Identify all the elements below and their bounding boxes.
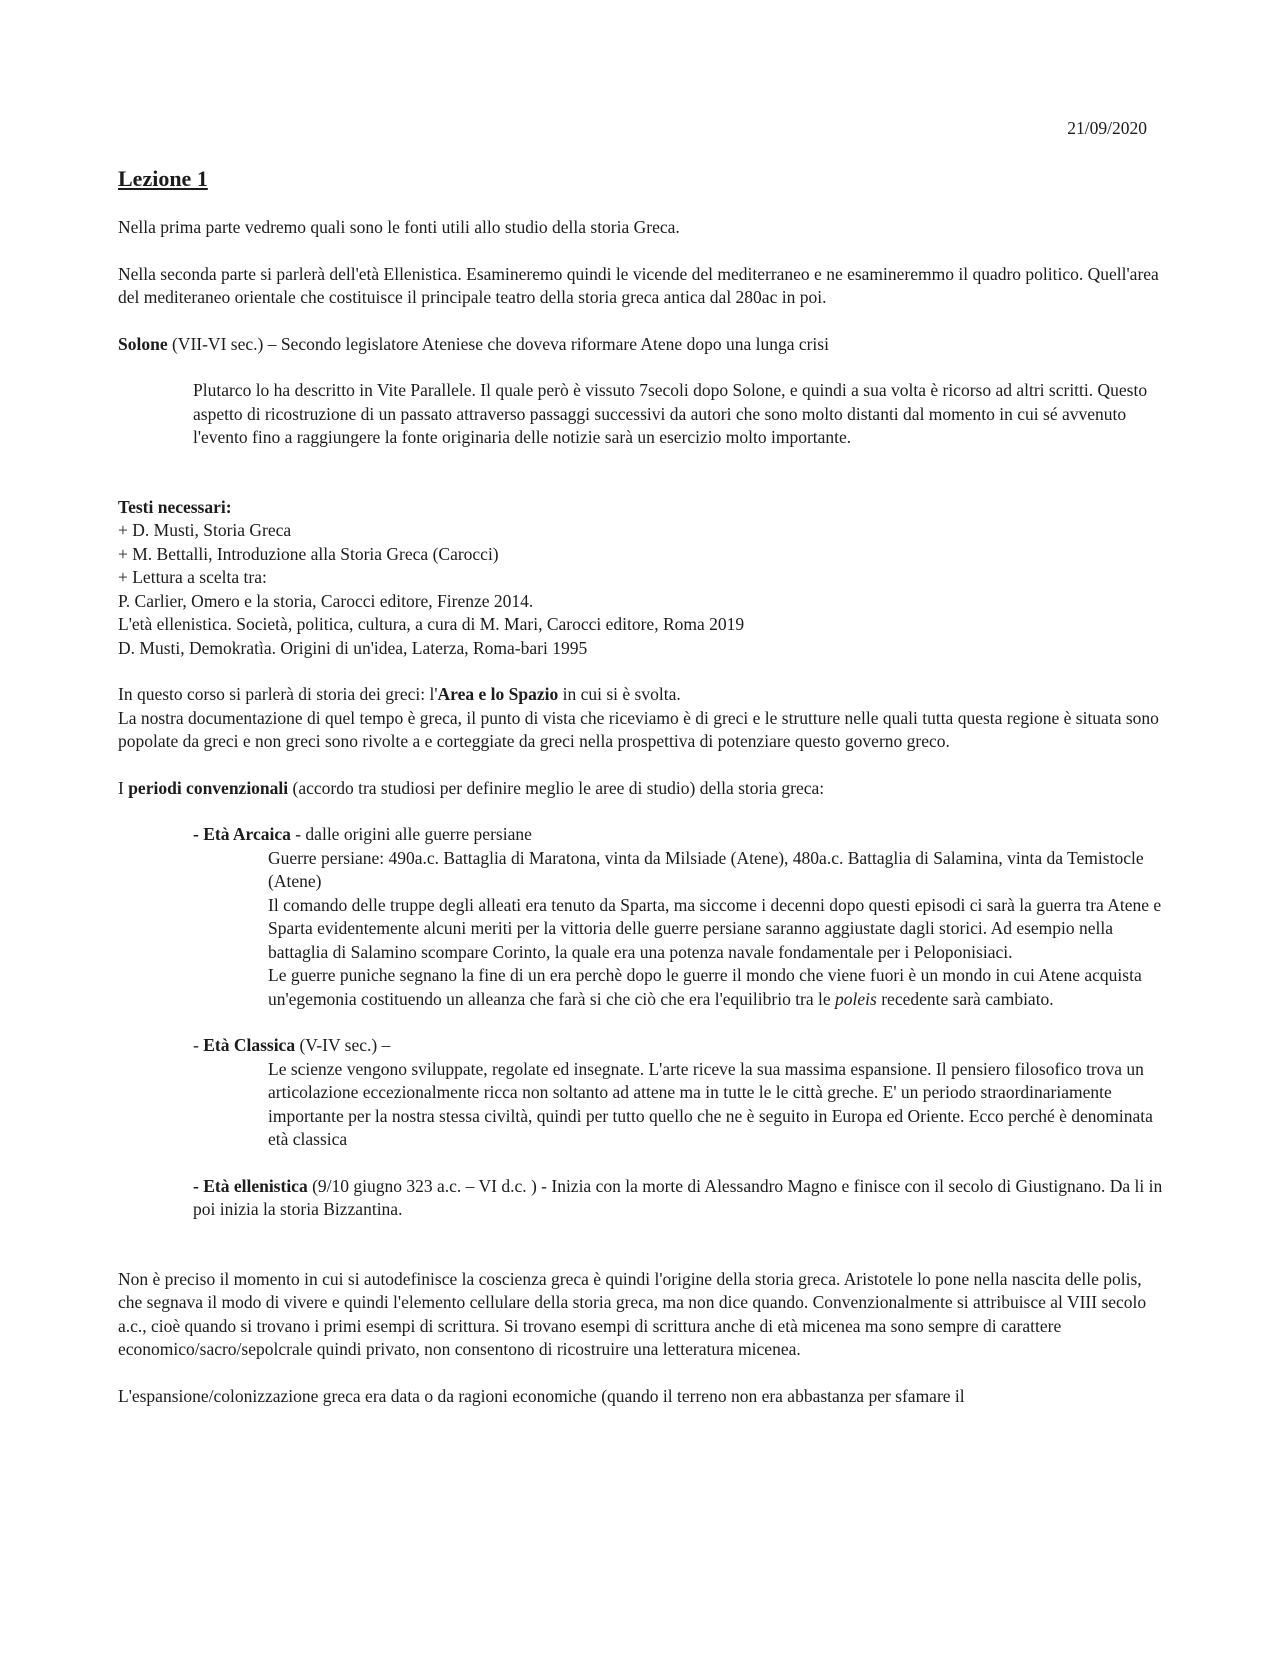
corso-post: in cui si è svolta. xyxy=(558,684,681,704)
solone-dates: (VII-VI sec.) – Secondo legislatore Ateniese che doveva riformare Atene dopo una lunga crisi xyxy=(167,333,829,354)
solone-paragraph xyxy=(118,333,1163,357)
solone-name: Solone xyxy=(118,333,168,354)
intro-paragraph-1: Nella prima parte vedremo quali sono le fonti utili allo studio della storia Greca. xyxy=(118,217,680,237)
testi-list xyxy=(118,519,1163,590)
page-title: Lezione 1 xyxy=(118,166,208,191)
testi-heading-text: Testi necessari: xyxy=(118,496,232,517)
ellenistica-label: - Età ellenistica xyxy=(193,1175,308,1196)
list-item: P. Carlier, Omero e la storia, Carocci editore, Firenze 2014. xyxy=(118,590,534,611)
document-body xyxy=(118,164,1163,1431)
corso-bold: Area e lo Spazio xyxy=(437,684,559,704)
periodi-post: (accordo tra studiosi per definire meglio le aree di studio) della storia greca: xyxy=(288,777,825,798)
list-item: + Lettura a scelta tra: xyxy=(118,567,267,587)
arcaica-p1: Guerre persiane: 490a.c. Battaglia di Maratona, vinta da Milsiade (Atene), 480a.c. Battaglia di Salamina, vinta da Temistocle (Atene) xyxy=(268,847,1144,891)
classica-label: Età Classica xyxy=(203,1035,296,1055)
list-item: L'età ellenistica. Società, politica, cultura, a cura di M. Mari, Carocci editore, Roma 2019 xyxy=(118,614,745,634)
spacer xyxy=(118,660,1163,683)
arcaica-p3-post: recedente sarà cambiato. xyxy=(876,988,1054,1009)
intro-paragraph-2: Nella seconda parte si parlerà dell'età Ellenistica. Esamineremo quindi le vicende del mediterraneo e ne esamineremmo il quadro politico. Quell'area del mediteraneo orientale che costituisce il principale teatro della storia greca antica dal 280ac in poi. xyxy=(118,263,1159,307)
arcaica-p2: Il comando delle truppe degli alleati era tenuto da Sparta, ma siccome i decenni dopo questi episodi ci sarà la guerra tra Atene e Sparta evidentemente alcuni meriti per la vittoria delle guerre persiane saranno aggiustate dagli storici. Ad esempio nella battaglia di Salamino scompare Corinto, la quale era una potenza navale fondamentale per i Peloponisiaci. xyxy=(268,894,1162,962)
classica-dash: - xyxy=(193,1035,204,1055)
list-item: D. Musti, Demokratìa. Origini di un'idea, Laterza, Roma-bari 1995 xyxy=(118,637,588,658)
classica-body: Le scienze vengono sviluppate, regolate ed insegnate. L'arte riceve la sua massima espansione. Il pensiero filosofico trova un articolazione eccezionalmente ricca non soltanto ad attene ma in tutte le le città greche. E' un periodo straordinariamente importante per la nostra stessa civiltà, quindi per tutto quello che ne è seguito in Europa ed Oriente. Ecco perché è denominata età classica xyxy=(268,1058,1153,1149)
list-item: + D. Musti, Storia Greca xyxy=(118,520,292,540)
classica-heading xyxy=(193,1034,1163,1058)
conclusion-paragraph-1: Non è preciso il momento in cui si autodefinisce la coscienza greca è quindi l'origine della storia greca. Aristotele lo pone nella nascita delle polis, che segnava il modo di vivere e quindi l'elemento cellulare della storia greca, ma non dice quando. Convenzionalmente si attribuisce al VIII secolo a.c., cioè quando si trovano i primi esempi di scrittura. Si trovano esempi di scrittura anche di età micenea ma sono sempre di carattere economico/sacro/sepolcrale quindi privato, non consentono di ricostruire una letteratura micenea. xyxy=(118,1268,1147,1359)
ellenistica-desc: (9/10 giugno 323 a.c. – VI d.c. ) - Inizia con la morte di Alessandro Magno e finisce con il secolo di Giustignano. Da li in poi inizia la storia Bizzantina. xyxy=(193,1175,1163,1219)
periodi-paragraph xyxy=(118,777,1163,801)
arcaica-p3 xyxy=(268,964,1163,1011)
plutarco-paragraph: Plutarco lo ha descritto in Vite Parallele. Il quale però è vissuto 7secoli dopo Solone, e quindi a sua volta è ricorso ad altri scritti. Questo aspetto di ricostruzione di un passato attraverso passaggi successivi da autori che sono molto distanti dal momento in cui sé avvenuto l'evento fino a raggiungere la fonte originaria delle notizie sarà un esercizio molto importante. xyxy=(193,380,1148,447)
arcaica-p3-pre: Le guerre puniche segnano la fine di un era perchè dopo le guerre il mondo che viene fuori è un mondo in cui Atene acquista un'egemonia costituendo un alleanza che farà si che ciò che era l'equilibrio tra le xyxy=(268,965,1142,1009)
corso-pre: In questo corso si parlerà di storia dei greci: l' xyxy=(118,684,438,704)
conclusion-paragraph-2: L'espansione/colonizzazione greca era data o da ragioni economiche (quando il terreno non era abbastanza per sfamare il xyxy=(118,1385,965,1406)
arcaica-p3-italic: poleis xyxy=(835,988,877,1009)
corso-paragraph xyxy=(118,683,1163,754)
arcaica-label: - Età Arcaica xyxy=(193,824,291,844)
testi-choices-list xyxy=(118,590,1163,661)
arcaica-section xyxy=(118,823,1163,1011)
document-date: 21/09/2020 xyxy=(1067,118,1147,138)
periodi-bold: periodi convenzionali xyxy=(128,777,289,798)
testi-section xyxy=(118,496,1163,661)
spacer xyxy=(118,1245,1163,1268)
arcaica-desc: - dalle origini alle guerre persiane xyxy=(290,824,532,844)
arcaica-body xyxy=(193,847,1163,1012)
testi-heading xyxy=(118,496,1163,520)
corso-body: La nostra documentazione di quel tempo è greca, il punto di vista che riceviamo è di greci e le strutture nelle quali tutta questa regione è situata sono popolate da greci e non greci sono rivolte a e corteggiate da greci nella prospettiva di potenziare questo governo greco. xyxy=(118,707,1159,751)
arcaica-heading xyxy=(193,823,1163,847)
list-item: + M. Bettalli, Introduzione alla Storia Greca (Carocci) xyxy=(118,543,499,564)
spacer xyxy=(118,473,1163,496)
classica-desc: (V-IV sec.) – xyxy=(295,1035,391,1055)
periodi-pre: I xyxy=(118,777,129,798)
classica-section xyxy=(118,1034,1163,1152)
ellenistica-section xyxy=(118,1175,1163,1222)
